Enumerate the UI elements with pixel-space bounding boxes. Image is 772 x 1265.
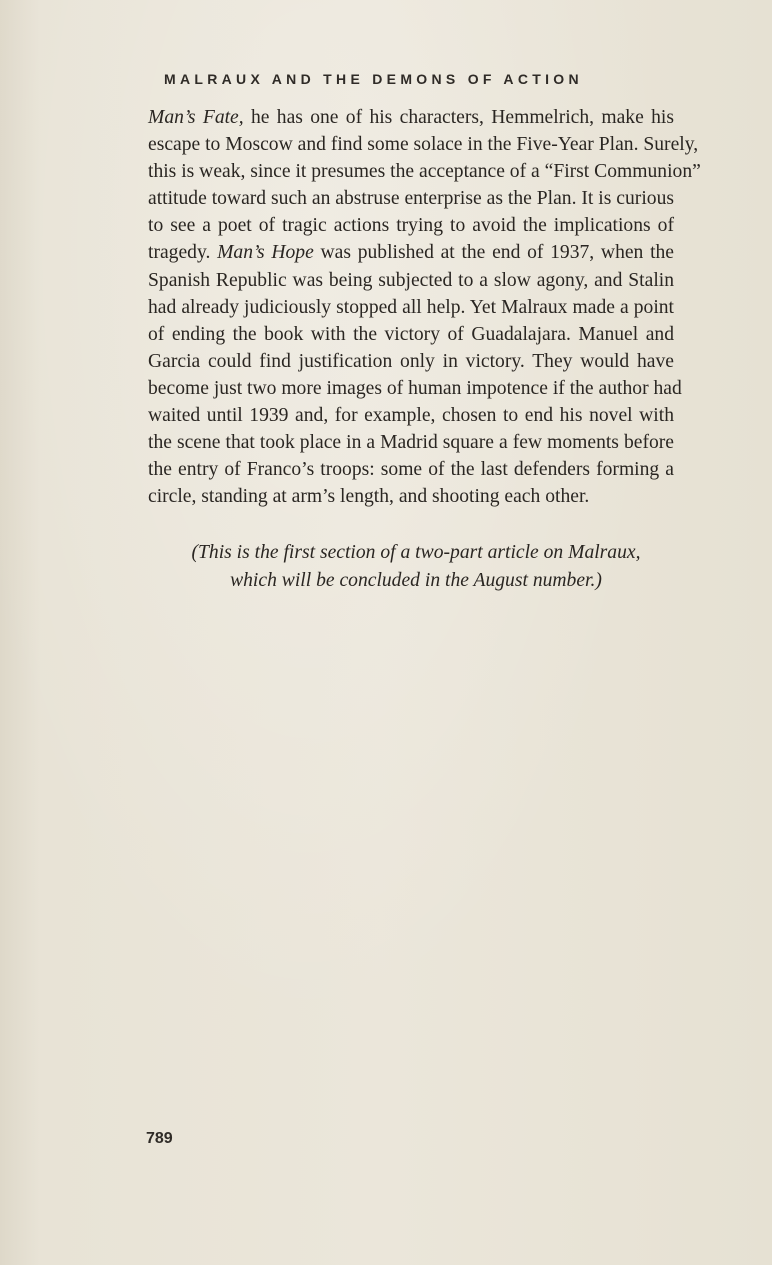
- note-line: which will be concluded in the August number.): [230, 569, 602, 591]
- text-line: waited until 1939 and, for example, chosen to end his novel with: [148, 405, 674, 427]
- text-line: to see a poet of tragic actions trying to avoid the implications of: [148, 215, 674, 237]
- text-line: become just two more images of human impotence if the author had: [148, 377, 682, 399]
- editorial-note: [186, 539, 646, 594]
- text-line: escape to Moscow and find some solace in the Five-Year Plan. Surely,: [148, 134, 699, 156]
- text-line: had already judiciously stopped all help. Yet Malraux made a point: [148, 296, 674, 318]
- text-line: the entry of Franco’s troops: some of the last defenders forming a: [148, 459, 674, 481]
- text-line: Spanish Republic was being subjected to a slow agony, and Stalin: [148, 269, 674, 291]
- text-line: tragedy. Man’s Hope was published at the end of 1937, when the: [148, 242, 675, 264]
- text-line: attitude toward such an abstruse enterprise as the Plan. It is curious: [148, 188, 674, 210]
- body-paragraph: [148, 104, 701, 510]
- text-line: of ending the book with the victory of Guadalajara. Manuel and: [148, 323, 674, 345]
- text-line: Man’s Fate, he has one of his characters, Hemmelrich, make his: [148, 107, 674, 128]
- running-head: MALRAUX AND THE DEMONS OF ACTION: [164, 71, 583, 87]
- text-line: the scene that took place in a Madrid square a few moments before: [148, 432, 674, 454]
- note-line: (This is the first section of a two-part article on Malraux,: [191, 542, 641, 563]
- text-line: circle, standing at arm’s length, and shooting each other.: [148, 486, 590, 508]
- text-line: Garcia could find justification only in victory. They would have: [148, 350, 674, 372]
- page-number: 789: [146, 1130, 173, 1147]
- text-line: this is weak, since it presumes the acceptance of a “First Communion”: [148, 161, 701, 183]
